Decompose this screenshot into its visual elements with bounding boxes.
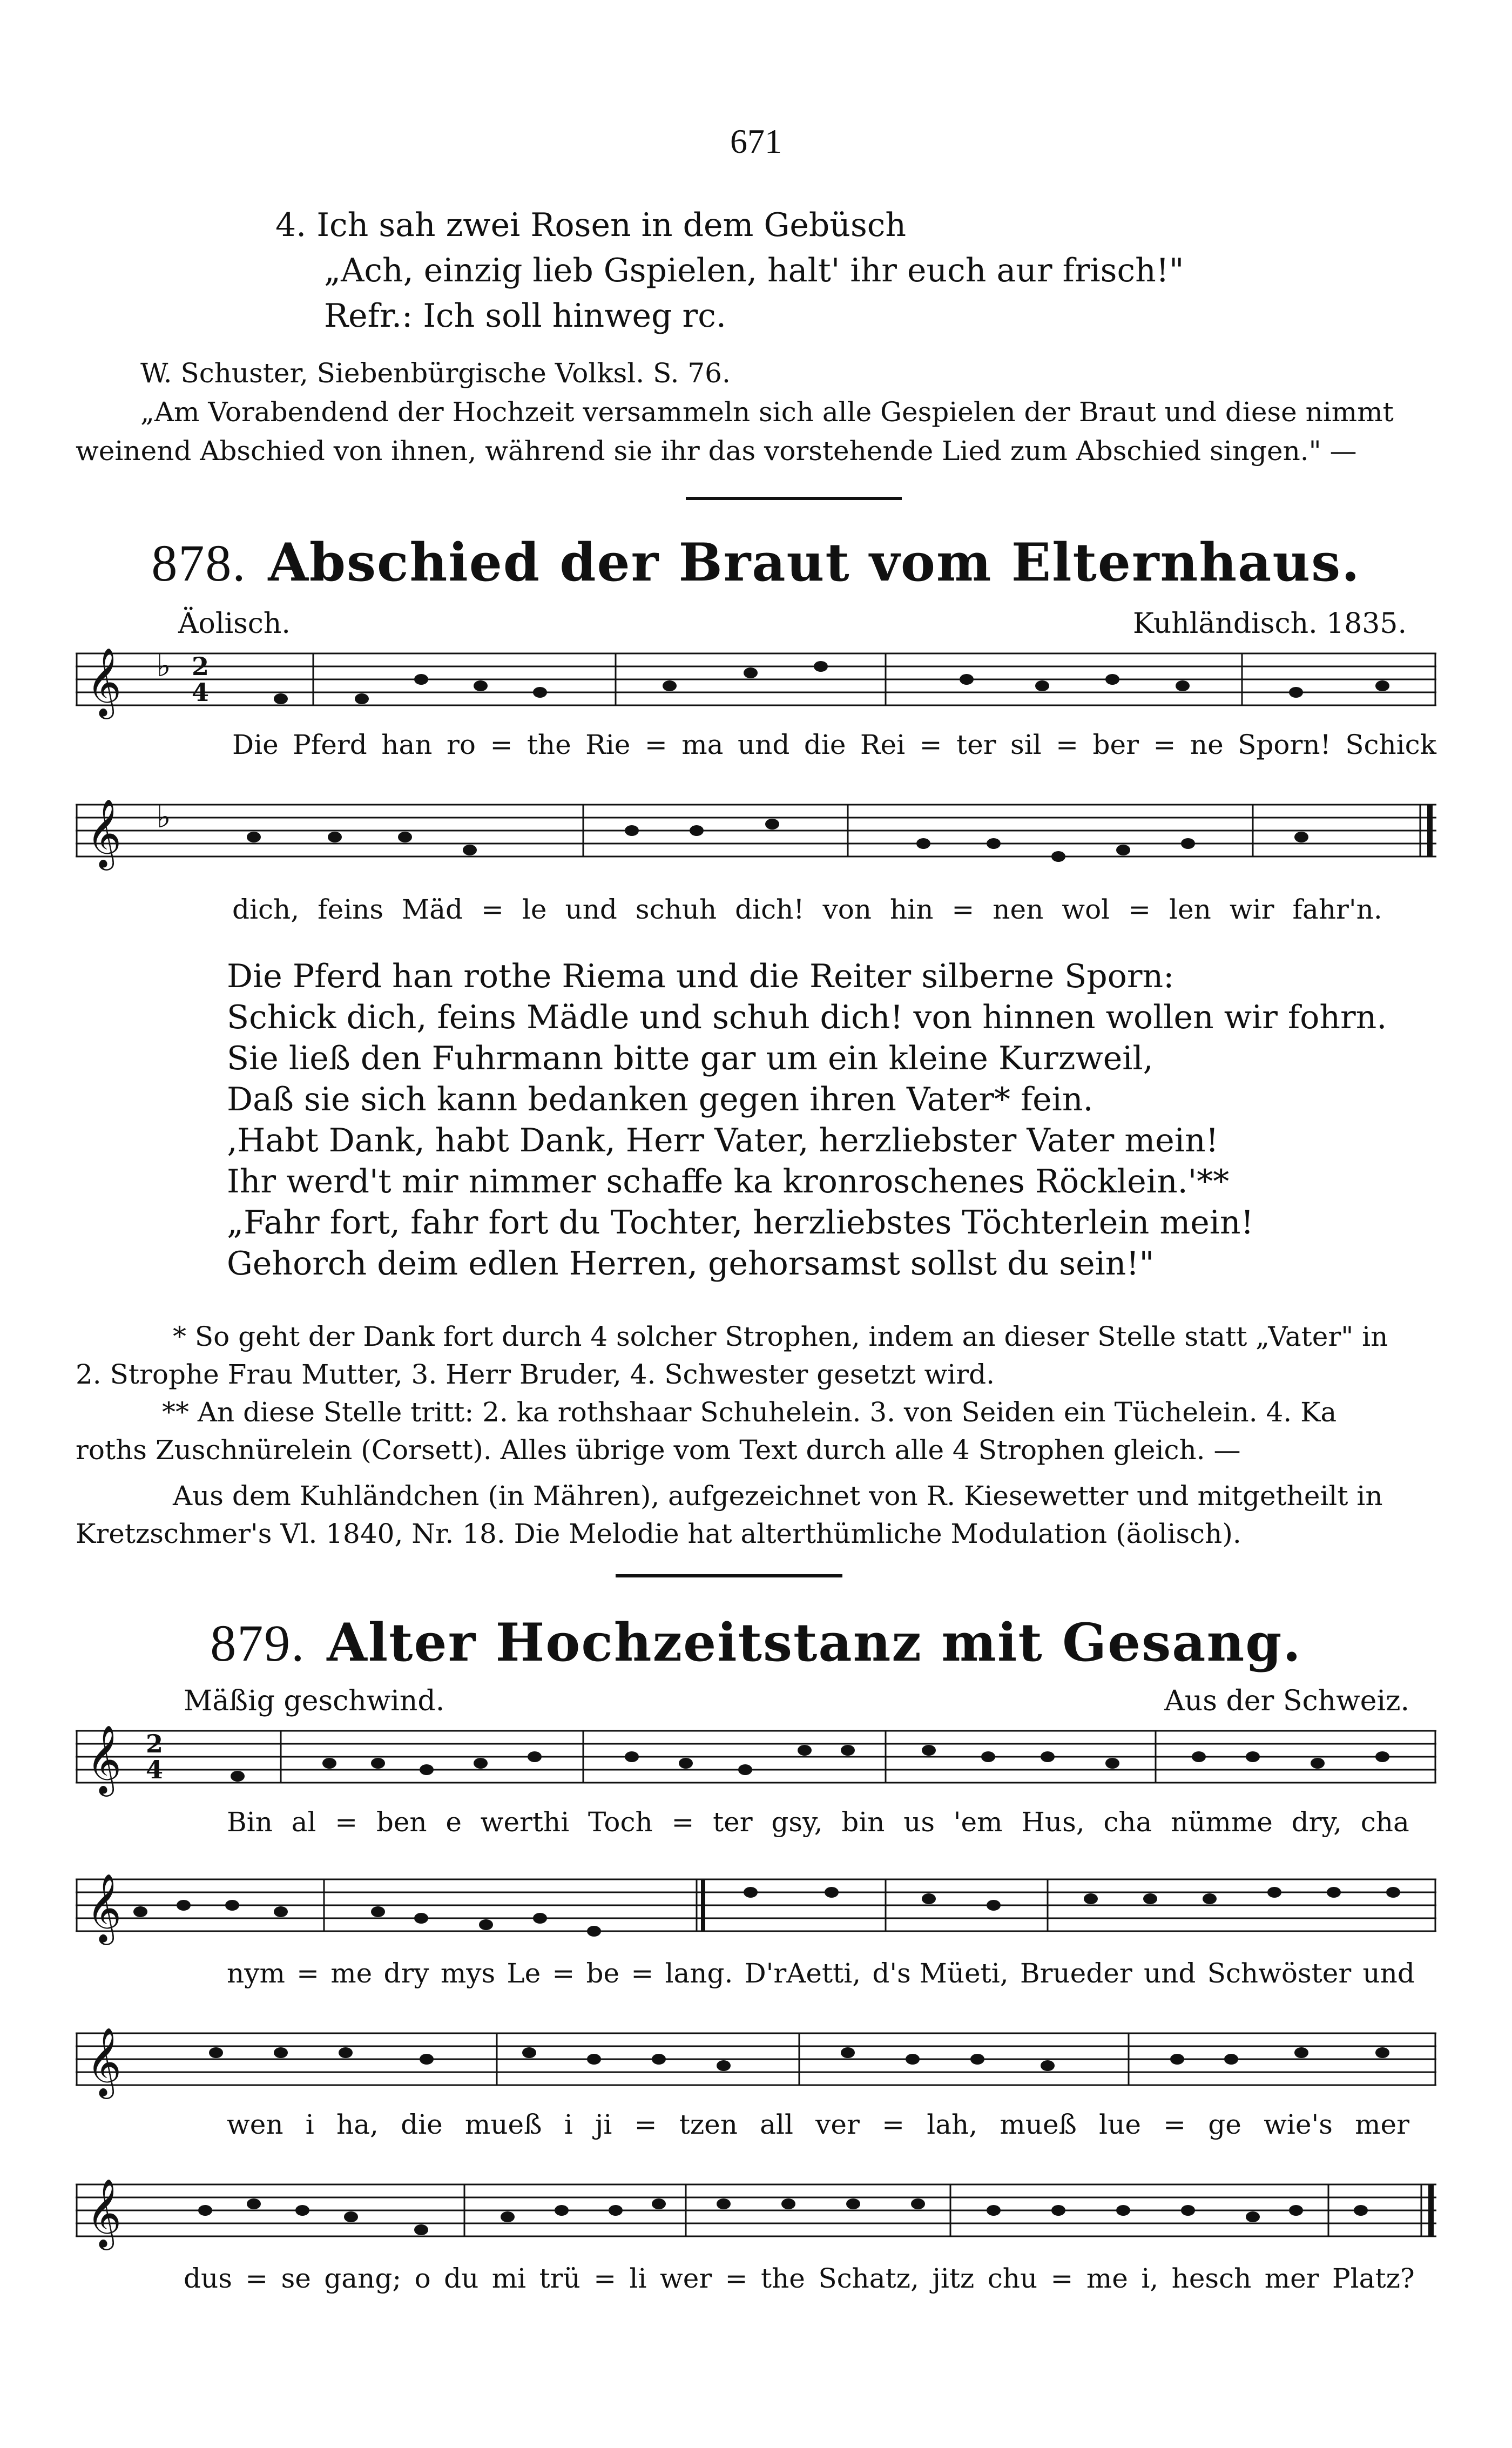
lyric-syllable: dry, xyxy=(1291,1806,1342,1838)
lyric-syllable: = xyxy=(631,1958,654,1989)
lyric-syllable: jitz xyxy=(932,2263,975,2294)
lyrics-line xyxy=(184,2263,1415,2294)
svg-text:𝄞: 𝄞 xyxy=(86,2178,122,2247)
svg-text:♭: ♭ xyxy=(157,649,171,684)
lyric-syllable: Brueder xyxy=(1020,1958,1132,1989)
lyric-syllable: dus xyxy=(184,2263,232,2294)
lyric-syllable: ben xyxy=(376,1806,427,1838)
lyric-syllable: d's Müeti, xyxy=(872,1958,1009,1989)
lyric-syllable: werthi xyxy=(480,1806,570,1838)
poem-line: Schick dich, feins Mädle und schuh dich! von hinnen wollen wir fohrn. xyxy=(227,999,1387,1036)
lyric-syllable: le xyxy=(522,894,547,925)
footnote: 2. Strophe Frau Mutter, 3. Herr Bruder, 4. Schwester gesetzt wird. xyxy=(76,1359,995,1390)
footnote: roths Zuschnürelein (Corsett). Alles übrige vom Text durch alle 4 Strophen gleich. — xyxy=(76,1434,1241,1466)
lyric-syllable: i, xyxy=(1141,2263,1159,2294)
lyrics-line xyxy=(232,894,1382,925)
lyric-syllable: me xyxy=(1086,2263,1128,2294)
song-title-text: Alter Hochzeitstanz mit Gesang. xyxy=(327,1612,1302,1673)
lyric-syllable: Schwöster xyxy=(1207,1958,1352,1989)
music-staff xyxy=(76,1720,1442,1806)
origin-label: Kuhländisch. 1835. xyxy=(1133,608,1407,640)
song-title-text: Abschied der Braut vom Elternhaus. xyxy=(268,532,1361,593)
song-number: 879. xyxy=(210,1614,306,1672)
lyric-syllable: = xyxy=(245,2263,268,2294)
lyric-syllable: Bin xyxy=(227,1806,273,1838)
lyric-syllable: Le xyxy=(507,1958,541,1989)
lyric-syllable: i xyxy=(564,2109,573,2140)
lyric-syllable: hin xyxy=(890,894,934,925)
lyric-syllable: ha, xyxy=(336,2109,379,2140)
lyric-syllable: ne xyxy=(1190,729,1224,760)
lyric-syllable: ter xyxy=(956,729,996,760)
lyric-syllable: = xyxy=(1128,894,1151,925)
source-note: W. Schuster, Siebenbürgische Volksl. S. 76. xyxy=(140,358,731,389)
lyric-syllable: du xyxy=(444,2263,479,2294)
lyric-syllable: dich, xyxy=(232,894,300,925)
lyric-syllable: nym xyxy=(227,1958,285,1989)
lyric-syllable: Schatz, xyxy=(818,2263,919,2294)
lyric-syllable: se xyxy=(281,2263,311,2294)
footnote: * So geht der Dank fort durch 4 solcher Strophen, indem an dieser Stelle statt „Vater" in xyxy=(173,1321,1388,1352)
poem-line: Sie ließ den Fuhrmann bitte gar um ein kleine Kurzweil, xyxy=(227,1040,1153,1077)
poem-line: ‚Habt Dank, habt Dank, Herr Vater, herzliebster Vater mein! xyxy=(227,1122,1219,1159)
lyric-syllable: wol xyxy=(1062,894,1110,925)
page-number: 671 xyxy=(730,122,782,160)
lyric-syllable: i xyxy=(305,2109,314,2140)
lyric-syllable: = xyxy=(1163,2109,1186,2140)
lyric-syllable: lah, xyxy=(927,2109,978,2140)
source-note: Aus dem Kuhländchen (in Mähren), aufgezeichnet von R. Kiesewetter und mitgetheilt in xyxy=(173,1480,1383,1512)
song-title-879 xyxy=(0,1612,1512,1673)
lyric-syllable: lue xyxy=(1099,2109,1141,2140)
tempo-label: Mäßig geschwind. xyxy=(184,1685,445,1717)
lyric-syllable: the xyxy=(526,729,571,760)
poem-line: „Fahr fort, fahr fort du Tochter, herzliebstes Töchterlein mein! xyxy=(227,1204,1254,1242)
lyric-syllable: len xyxy=(1169,894,1211,925)
lyric-syllable: chu xyxy=(987,2263,1038,2294)
music-staff xyxy=(76,2012,1442,2103)
lyric-syllable: = xyxy=(481,894,504,925)
song-title-878 xyxy=(0,532,1512,593)
svg-text:𝄞: 𝄞 xyxy=(86,1724,122,1793)
lyric-syllable: ji xyxy=(595,2109,612,2140)
mode-label: Äolisch. xyxy=(178,608,291,640)
music-staff xyxy=(76,643,1442,729)
poem-line: Gehorch deim edlen Herren, gehorsamst sollst du sein!" xyxy=(227,1245,1155,1283)
lyric-syllable: han xyxy=(381,729,433,760)
lyric-syllable: = xyxy=(951,894,975,925)
svg-text:4: 4 xyxy=(146,1755,164,1784)
svg-text:𝄞: 𝄞 xyxy=(86,1873,122,1942)
source-note: Kretzschmer's Vl. 1840, Nr. 18. Die Melodie hat alterthümliche Modulation (äolisch). xyxy=(76,1518,1241,1549)
lyric-syllable: von xyxy=(822,894,872,925)
lyric-syllable: wen xyxy=(227,2109,284,2140)
poem-line: Daß sie sich kann bedanken gegen ihren Vater* fein. xyxy=(227,1081,1094,1118)
lyrics-line xyxy=(227,1958,1415,1989)
music-staff xyxy=(76,2163,1442,2260)
lyric-syllable: al xyxy=(291,1806,316,1838)
svg-text:𝄞: 𝄞 xyxy=(86,647,122,716)
lyric-syllable: lang. xyxy=(665,1958,733,1989)
lyric-syllable: mys xyxy=(440,1958,496,1989)
svg-text:𝄞: 𝄞 xyxy=(86,2027,122,2096)
lyric-syllable: = xyxy=(644,729,667,760)
lyric-syllable: wie's xyxy=(1264,2109,1333,2140)
lyrics-line xyxy=(227,2109,1409,2140)
lyric-syllable: nen xyxy=(993,894,1044,925)
lyric-syllable: Sporn! xyxy=(1238,729,1331,760)
lyric-syllable: feins xyxy=(318,894,384,925)
lyric-syllable: us xyxy=(903,1806,935,1838)
lyric-syllable: mueß xyxy=(464,2109,542,2140)
origin-label: Aus der Schweiz. xyxy=(1164,1685,1409,1717)
lyric-syllable: hesch xyxy=(1171,2263,1252,2294)
lyric-syllable: Pferd xyxy=(293,729,367,760)
lyric-syllable: Rei xyxy=(860,729,906,760)
lyric-syllable: = xyxy=(882,2109,905,2140)
lyric-syllable: nümme xyxy=(1171,1806,1273,1838)
lyric-syllable: schuh xyxy=(635,894,717,925)
lyric-syllable: ro xyxy=(446,729,476,760)
lyric-syllable: tzen xyxy=(679,2109,738,2140)
lyric-syllable: Rie xyxy=(585,729,631,760)
lyrics-line xyxy=(227,1806,1409,1838)
lyric-syllable: li xyxy=(629,2263,647,2294)
lyric-syllable: mer xyxy=(1264,2263,1319,2294)
verse-line: Refr.: Ich soll hinweg rc. xyxy=(324,297,726,335)
svg-text:𝄞: 𝄞 xyxy=(86,798,122,867)
lyric-syllable: the xyxy=(761,2263,805,2294)
lyric-syllable: und xyxy=(1362,1958,1415,1989)
lyric-syllable: gsy, xyxy=(771,1806,823,1838)
lyric-syllable: Hus, xyxy=(1021,1806,1085,1838)
lyric-syllable: bin xyxy=(841,1806,885,1838)
lyric-syllable: = xyxy=(634,2109,657,2140)
section-divider xyxy=(616,1574,842,1577)
svg-text:♭: ♭ xyxy=(157,800,171,835)
lyric-syllable: o xyxy=(414,2263,431,2294)
lyric-syllable: mi xyxy=(491,2263,526,2294)
lyric-syllable: die xyxy=(401,2109,443,2140)
lyric-syllable: = xyxy=(296,1958,319,1989)
lyric-syllable: dry xyxy=(383,1958,429,1989)
lyric-syllable: die xyxy=(804,729,846,760)
lyric-syllable: Die xyxy=(232,729,279,760)
music-staff xyxy=(76,783,1442,891)
lyric-syllable: = xyxy=(1050,2263,1074,2294)
lyric-syllable: = xyxy=(593,2263,617,2294)
lyric-syllable: dich! xyxy=(735,894,805,925)
lyric-syllable: = xyxy=(1153,729,1176,760)
lyric-syllable: D'rAetti, xyxy=(744,1958,861,1989)
lyric-syllable: me xyxy=(330,1958,373,1989)
poem-line: Die Pferd han rothe Riema und die Reiter silberne Sporn: xyxy=(227,957,1174,995)
lyric-syllable: cha xyxy=(1360,1806,1409,1838)
footnote: ** An diese Stelle tritt: 2. ka rothshaar Schuhelein. 3. von Seiden ein Tüchelein. 4. Ka xyxy=(162,1397,1337,1428)
lyric-syllable: ma xyxy=(681,729,724,760)
poem-line: Ihr werd't mir nimmer schaffe ka kronroschenes Röcklein.'** xyxy=(227,1163,1230,1201)
lyric-syllable: ge xyxy=(1208,2109,1241,2140)
lyric-syllable: = xyxy=(335,1806,358,1838)
lyric-syllable: = xyxy=(671,1806,694,1838)
lyric-syllable: wir xyxy=(1229,894,1274,925)
source-note: weinend Abschied von ihnen, während sie ihr das vorstehende Lied zum Abschied singen." — xyxy=(76,435,1357,467)
lyric-syllable: wer xyxy=(659,2263,712,2294)
lyric-syllable: fahr'n. xyxy=(1292,894,1382,925)
section-divider xyxy=(686,497,902,500)
lyric-syllable: und xyxy=(565,894,617,925)
lyric-syllable: = xyxy=(919,729,942,760)
svg-text:2: 2 xyxy=(146,1729,164,1758)
lyric-syllable: = xyxy=(1056,729,1079,760)
lyric-syllable: Platz? xyxy=(1332,2263,1415,2294)
lyric-syllable: sil xyxy=(1010,729,1042,760)
lyric-syllable: Schick xyxy=(1345,729,1436,760)
music-staff xyxy=(76,1858,1442,1950)
lyric-syllable: und xyxy=(1143,1958,1196,1989)
svg-text:4: 4 xyxy=(192,678,210,707)
lyric-syllable: ver xyxy=(815,2109,860,2140)
lyric-syllable: mer xyxy=(1355,2109,1409,2140)
lyric-syllable: ber xyxy=(1092,729,1139,760)
verse-line: 4. Ich sah zwei Rosen in dem Gebüsch xyxy=(275,206,906,244)
lyric-syllable: gang; xyxy=(324,2263,402,2294)
svg-text:2: 2 xyxy=(192,652,210,681)
lyric-syllable: trü xyxy=(539,2263,580,2294)
lyric-syllable: mueß xyxy=(1000,2109,1077,2140)
lyric-syllable: = xyxy=(490,729,513,760)
source-note: „Am Vorabendend der Hochzeit versammeln sich alle Gespielen der Braut und diese nimmt xyxy=(140,396,1394,428)
lyric-syllable: Toch xyxy=(588,1806,653,1838)
lyric-syllable: Mäd xyxy=(402,894,463,925)
lyric-syllable: be xyxy=(586,1958,620,1989)
lyric-syllable: all xyxy=(760,2109,793,2140)
lyric-syllable: = xyxy=(552,1958,575,1989)
lyric-syllable: = xyxy=(725,2263,748,2294)
verse-line: „Ach, einzig lieb Gspielen, halt' ihr euch aur frisch!" xyxy=(324,252,1184,289)
song-number: 878. xyxy=(151,534,247,592)
lyric-syllable: cha xyxy=(1103,1806,1152,1838)
lyric-syllable: und xyxy=(737,729,790,760)
lyric-syllable: 'em xyxy=(953,1806,1003,1838)
lyric-syllable: e xyxy=(446,1806,462,1838)
lyric-syllable: ter xyxy=(713,1806,753,1838)
lyrics-line xyxy=(232,729,1436,760)
